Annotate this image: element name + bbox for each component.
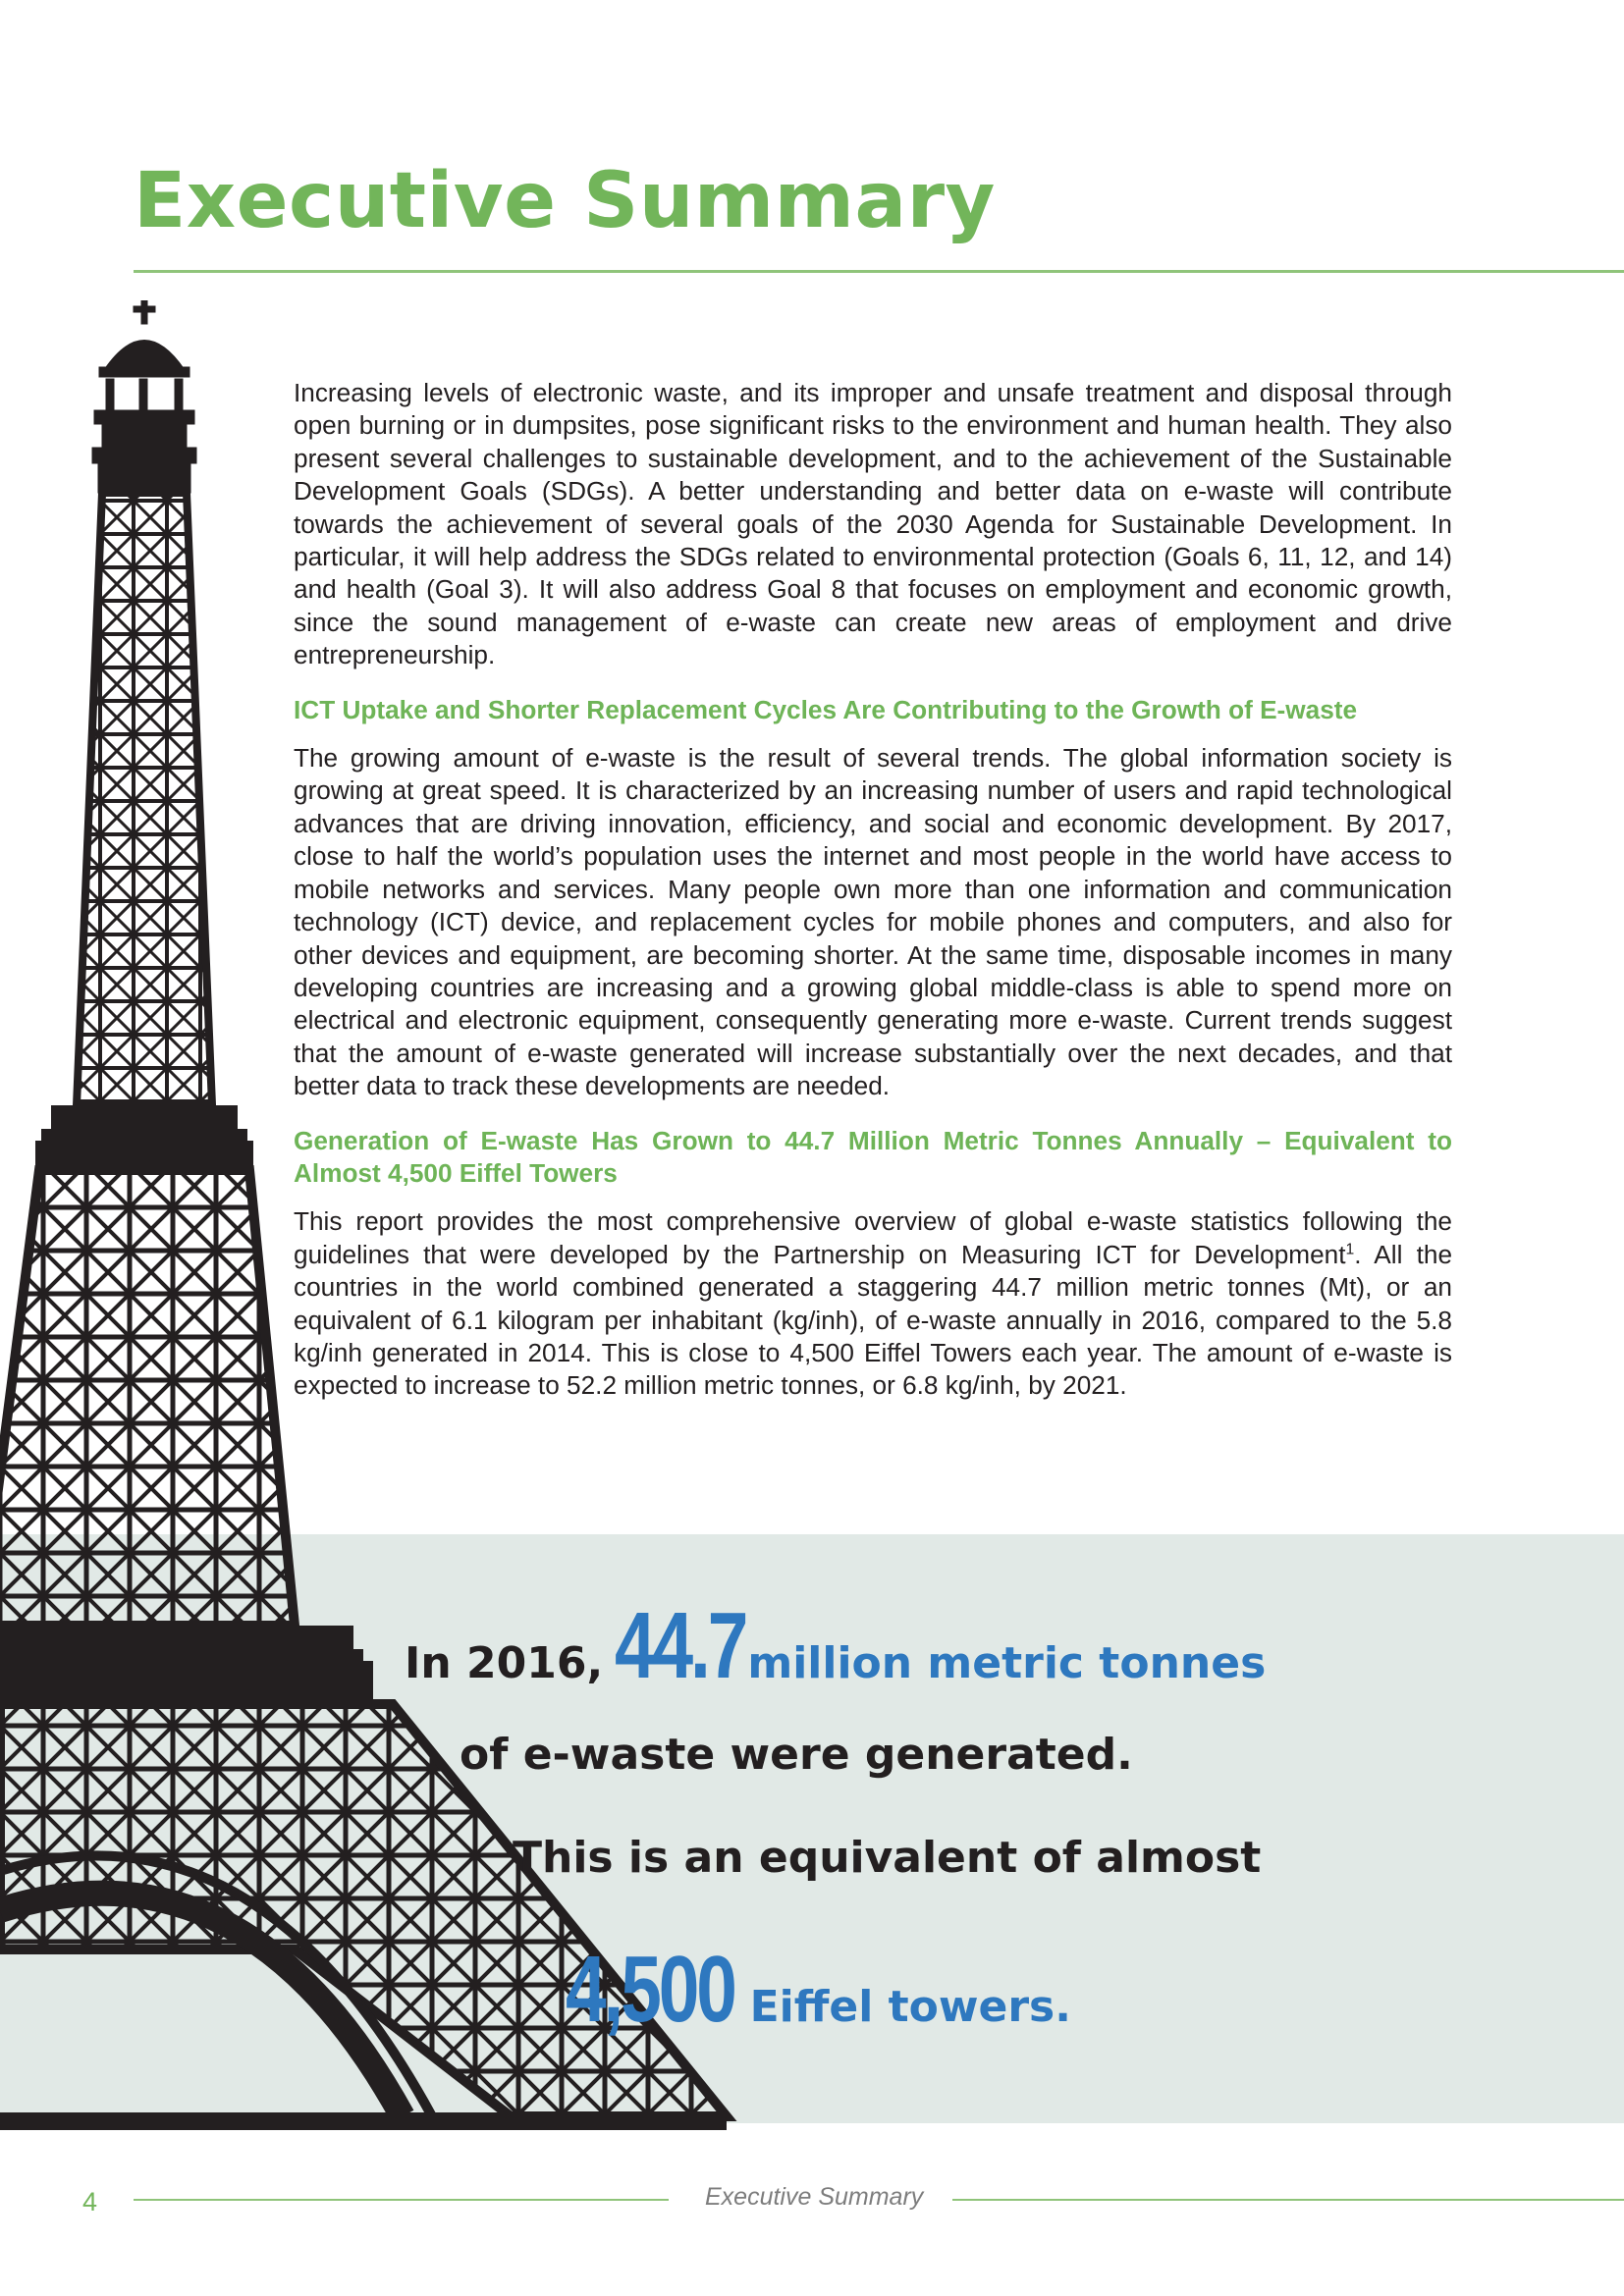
footer-section-title: Executive Summary xyxy=(705,2183,924,2211)
page-number: 4 xyxy=(82,2187,98,2216)
intro-paragraph: Increasing levels of electronic waste, and its improper and unsafe treatment and disposal through open burning or in dumpsites, pose significant risks to the environment and human health. They also present several challenges to sustainable development, and to the achievement of the Sustainable Development Goals (SDGs). A better understanding and better data on e-waste will contribute towards the achievement of several goals of the 2030 Agenda for Sustainable Development. In particular, it will help address the SDGs related to environmental protection (Goals 6, 11, 12, and 14) and health (Goal 3). It will also address Goal 8 that focuses on employment and economic growth, since the sound management of e-waste can create new areas of employment and drive entrepreneurship. xyxy=(294,378,1452,670)
footer-rule-left xyxy=(134,2199,669,2201)
callout-towers-number: 4,500 xyxy=(566,1937,734,2042)
title-underline xyxy=(134,270,1624,273)
callout-line-2: of e-waste were generated. xyxy=(460,1730,1133,1780)
page-title: Executive Summary xyxy=(134,157,996,245)
callout-tonnes-unit: million metric tonnes xyxy=(747,1638,1267,1688)
section-heading-ict-uptake: ICT Uptake and Shorter Replacement Cycles Are Contributing to the Growth of E-waste xyxy=(294,694,1358,724)
callout-year-prefix: In 2016, xyxy=(405,1638,604,1688)
section-paragraph-generation xyxy=(294,1205,1452,1402)
footnote-marker: 1 xyxy=(1345,1241,1355,1258)
callout-towers-unit: Eiffel towers. xyxy=(749,1982,1071,2032)
callout-line-4 xyxy=(566,1936,1071,2044)
footer-rule-right xyxy=(952,2199,1624,2201)
callout-line-1 xyxy=(405,1592,1266,1700)
section-paragraph-ict-uptake: The growing amount of e-waste is the result of several trends. The global information society is growing at great speed. It is characterized by an increasing number of users and rapid technological advances that are driving innovation, efficiency, and social and economic development. By 2017, close to half the world’s population uses the internet and most people in the world have access to mobile networks and services. Many people own more than one information and communication technology (ICT) device, and replacement cycles for mobile phones and computers, and also for other devices and equipment, are becoming shorter. At the same time, disposable incomes in many developing countries are increasing and a growing global middle-class is able to spend more on electrical and electronic equipment, consequently generating more e-waste. Current trends suggest that the amount of e-waste generated will increase substantially over the next decades, and that better data to track these developments are needed. xyxy=(294,743,1452,1101)
body-content xyxy=(294,377,1452,1424)
generation-text-part2: . All the countries in the world combined generated a staggering 44.7 million metric tonnes (Mt), or an equivalent of 6.1 kilogram per inhabitant (kg/inh), of e-waste annually in 2016, compared to the 5.8 kg/inh generated in 2014. This is close to 4,500 Eiffel Towers each year. The amount of e-waste is expected to increase to 52.2 million metric tonnes, or 6.8 kg/inh, by 2021. xyxy=(294,1239,1453,1401)
callout-line-3: This is an equivalent of almost xyxy=(513,1833,1262,1883)
generation-text-part1: This report provides the most comprehensive overview of global e-waste statistics following the guidelines that were developed by the Partnership on Measuring ICT for Development xyxy=(294,1206,1452,1269)
callout-tonnes-number: 44.7 xyxy=(614,1593,746,1698)
section-heading-generation: Generation of E-waste Has Grown to 44.7 Million Metric Tonnes Annually – Equivalent to Almost 4,500 Eiffel Towers xyxy=(294,1125,1452,1188)
